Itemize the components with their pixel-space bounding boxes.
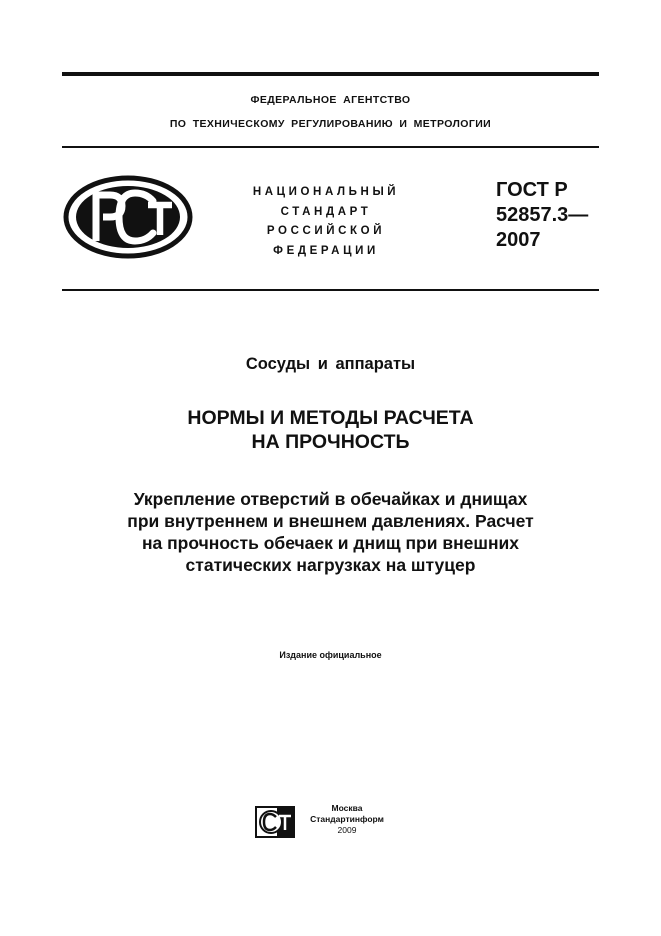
- title-line-1: НОРМЫ И МЕТОДЫ РАСЧЕТА: [187, 407, 474, 429]
- header-bottom-rule: [62, 289, 599, 291]
- publication-year: 2009: [337, 825, 357, 835]
- title-line-2: НА ПРОЧНОСТЬ: [251, 431, 410, 453]
- standard-type-line-4: ФЕДЕРАЦИИ: [273, 244, 379, 257]
- standard-designation: [496, 178, 588, 253]
- subtitle-line-2: при внутреннем и внешнем давлениях. Расчет: [127, 511, 534, 531]
- top-rule: [62, 72, 599, 76]
- agency-block: [62, 88, 599, 136]
- document-subtitle: [62, 488, 599, 576]
- document-subject: Сосуды и аппараты: [245, 355, 416, 373]
- subtitle-line-1: Укрепление отверстий в обечайках и днищах: [133, 489, 528, 509]
- standard-type: [226, 183, 426, 261]
- agency-line-1: ФЕДЕРАЛЬНОЕ АГЕНТСТВО: [250, 94, 411, 106]
- publisher-logo-icon: [255, 806, 295, 838]
- subtitle-line-4: статических нагрузках на штуцер: [185, 555, 476, 575]
- document-title: [62, 406, 599, 454]
- standard-type-line-3: РОССИЙСКОЙ: [266, 225, 386, 237]
- standard-designation-line-1: ГОСТ Р: [496, 179, 568, 201]
- standard-designation-line-3: 2007: [496, 229, 541, 251]
- agency-bottom-rule: [62, 146, 599, 148]
- edition-note: Издание официальное: [279, 650, 382, 660]
- agency-line-2: ПО ТЕХНИЧЕСКОМУ РЕГУЛИРОВАНИЮ И МЕТРОЛОГИИ: [169, 118, 492, 130]
- standard-designation-line-2: 52857.3—: [496, 204, 589, 226]
- standard-type-line-1: НАЦИОНАЛЬНЫЙ: [252, 186, 400, 198]
- standard-type-line-2: СТАНДАРТ: [280, 205, 372, 218]
- publisher-name: Стандартинформ: [310, 814, 384, 824]
- publisher-block: [300, 803, 394, 836]
- subtitle-line-3: на прочность обечаек и днищ при внешних: [141, 533, 520, 553]
- rst-emblem-icon: [62, 175, 194, 259]
- publisher-city: Москва: [331, 803, 363, 813]
